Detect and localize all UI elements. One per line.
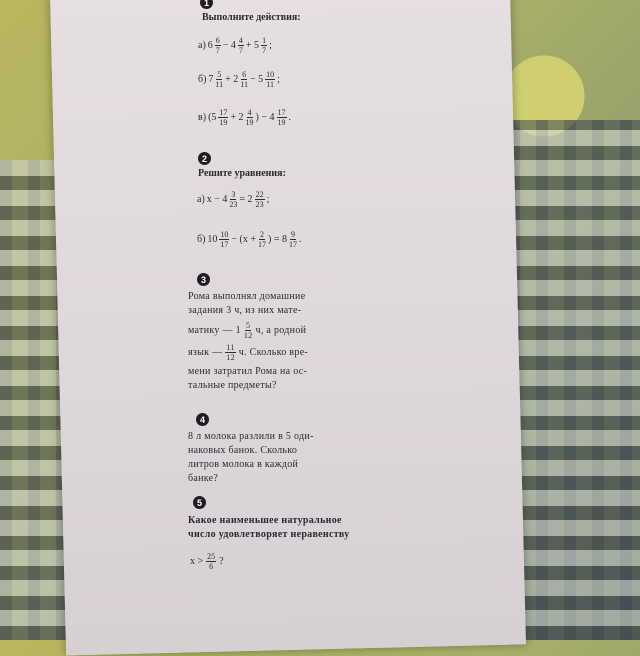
fraction (238, 36, 244, 55)
fraction (289, 230, 297, 249)
expression-term: ; (266, 194, 270, 205)
task5-text (188, 514, 408, 542)
item-label: а) (198, 40, 206, 51)
fraction-denominator: 23 (255, 200, 264, 209)
task4-line: наковых банок. Сколько (188, 445, 298, 456)
fraction-numerator: 3 (231, 190, 236, 199)
expression-line (197, 230, 302, 249)
expression-term: ; (269, 40, 272, 51)
expression-term: − 4 (222, 40, 236, 51)
fraction (244, 321, 253, 340)
item-label: в) (198, 112, 207, 123)
fraction-numerator: 4 (238, 36, 243, 45)
fraction-denominator: 17 (258, 240, 267, 249)
expression-term: − (x + (231, 234, 257, 245)
fraction (219, 230, 229, 249)
fraction (277, 108, 287, 127)
fraction-denominator: 7 (215, 46, 220, 55)
fraction-denominator: 11 (215, 80, 224, 89)
task1-title: Выполните действия: (202, 12, 301, 23)
fraction-numerator: 1 (262, 36, 267, 45)
fraction-numerator: 2 (260, 230, 265, 239)
fraction-denominator: 12 (243, 331, 253, 340)
task3-text (188, 290, 368, 393)
task4-line: литров молока в каждой (188, 459, 299, 470)
expression-term: + 2 (225, 74, 239, 85)
expression-line (198, 36, 272, 55)
expression-line (198, 108, 291, 127)
fraction-denominator: 11 (266, 80, 274, 89)
fraction (258, 230, 266, 249)
fraction-denominator: 17 (220, 240, 229, 249)
fraction (218, 108, 228, 127)
fraction (215, 70, 223, 89)
task2-title: Решите уравнения: (198, 168, 286, 179)
task4-line: 8 л молока разлили в 5 оди- (188, 431, 314, 442)
fraction (255, 190, 265, 209)
fraction-denominator: 6 (209, 562, 214, 571)
fraction-numerator: 5 (217, 70, 222, 79)
fraction-denominator: 19 (245, 118, 254, 127)
task1-number-badge: 1 (200, 0, 213, 9)
task3-text-part: ч, а родной (255, 324, 307, 336)
inequality-left: x > (190, 556, 204, 567)
fraction-denominator: 19 (277, 118, 286, 127)
task3-line (188, 343, 368, 362)
task3-line: задания 3 ч, из них мате- (188, 305, 302, 316)
fraction-denominator: 12 (226, 353, 235, 362)
task5-line: число удовлетворяет неравенству (188, 529, 350, 540)
fraction-numerator: 11 (226, 343, 235, 352)
task3-line: мени затратил Рома на ос- (188, 366, 308, 377)
fraction-numerator: 22 (255, 190, 264, 199)
task5-number-badge: 5 (193, 496, 206, 509)
task3-text-part: матику — 1 (188, 324, 241, 336)
item-label: б) (197, 234, 206, 245)
fraction (225, 343, 235, 362)
task3-text-part: язык — (188, 346, 223, 358)
task4-text (188, 430, 378, 486)
task5-inequality (190, 552, 224, 571)
item-label: б) (198, 74, 207, 85)
expression-term: ) = 8 (268, 234, 288, 245)
expression-term: ) − 4 (255, 112, 275, 123)
fraction-numerator: 10 (266, 70, 275, 79)
fraction (265, 70, 275, 89)
expression-term: = 2 (239, 194, 253, 205)
task3-line: тальные предметы? (188, 380, 277, 391)
inequality-question: ? (219, 556, 224, 567)
fraction-denominator: 23 (229, 200, 238, 209)
expression-line (198, 70, 280, 89)
expression-term: x − 4 (206, 194, 228, 205)
fraction-numerator: 17 (277, 108, 286, 117)
expression-term: (5 (208, 112, 217, 123)
task3-line: Рома выполнял домашние (188, 291, 306, 302)
fraction (206, 552, 216, 571)
task3-line (188, 321, 368, 340)
item-label: а) (197, 194, 205, 205)
fraction-numerator: 9 (291, 230, 296, 239)
task4-number-badge: 4 (196, 413, 209, 426)
fraction-numerator: 4 (247, 108, 252, 117)
fraction (246, 108, 254, 127)
expression-term: 7 (208, 74, 214, 85)
fraction-denominator: 7 (238, 46, 243, 55)
expression-term: . (288, 112, 292, 123)
expression-term: + 2 (230, 112, 244, 123)
fraction-denominator: 7 (262, 46, 267, 55)
expression-term: − 5 (249, 74, 264, 85)
fraction-numerator: 17 (219, 108, 228, 117)
expression-term: . (299, 234, 302, 245)
fraction-numerator: 6 (215, 36, 220, 45)
task3-text-part: ч. Сколько вре- (238, 346, 309, 358)
expression-term: 6 (207, 40, 213, 51)
fraction-numerator: 5 (246, 321, 251, 330)
fraction-denominator: 19 (219, 118, 228, 127)
expression-term: + 5 (245, 40, 260, 51)
expression-term: ; (277, 74, 280, 85)
task2-number-badge: 2 (198, 152, 211, 165)
fraction-numerator: 25 (207, 552, 216, 561)
fraction (240, 70, 248, 89)
task3-number-badge: 3 (197, 273, 210, 286)
fraction-denominator: 17 (289, 240, 298, 249)
fraction-numerator: 6 (242, 70, 247, 79)
fraction (215, 36, 221, 55)
expression-term: 10 (207, 234, 218, 245)
expression-line (197, 190, 269, 209)
fraction (229, 190, 237, 209)
fraction-numerator: 10 (220, 230, 229, 239)
task5-line: Какое наименьшее натуральное (188, 515, 342, 526)
fraction (261, 36, 267, 55)
fraction-denominator: 11 (240, 80, 248, 89)
task4-line: банке? (188, 473, 219, 484)
